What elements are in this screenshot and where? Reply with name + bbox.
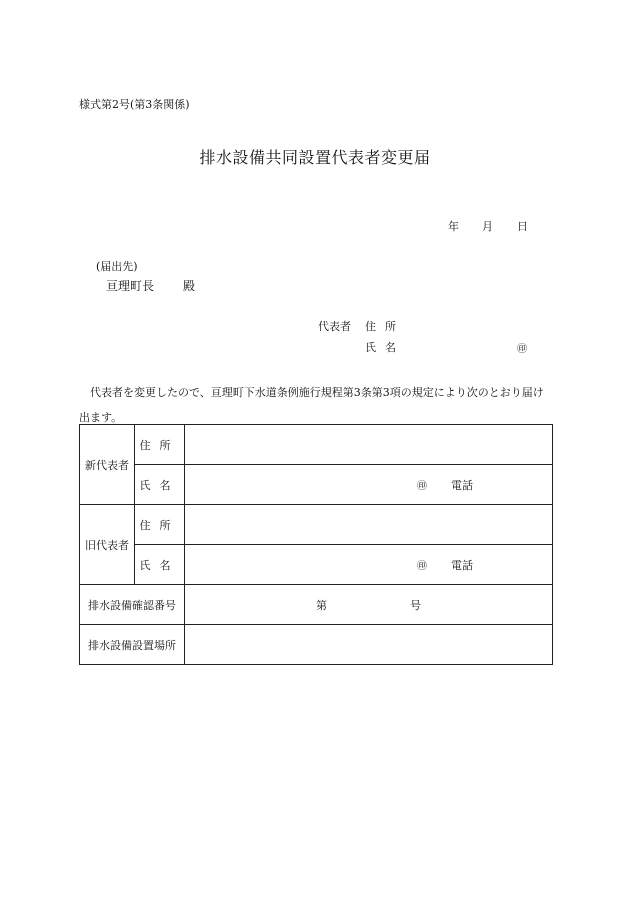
representative-name-label: 氏名 xyxy=(365,341,405,354)
table-row xyxy=(80,545,553,585)
installation-location-label: 排水設備設置場所 xyxy=(80,625,185,665)
document-title: 排水設備共同設置代表者変更届 xyxy=(199,148,431,167)
table-row xyxy=(80,425,553,465)
addressee-suffix: 殿 xyxy=(183,279,196,293)
old-rep-address-label: 住所 xyxy=(135,505,185,545)
new-rep-name-field[interactable] xyxy=(185,465,553,505)
confirmation-prefix: 第 xyxy=(316,599,327,612)
addressee-label: (届出先) xyxy=(96,260,138,273)
representative-address-label: 住所 xyxy=(365,320,405,333)
new-rep-address-field[interactable] xyxy=(185,425,553,465)
addressee-name: 亘理町長 xyxy=(106,279,155,293)
old-rep-phone-label: 電話 xyxy=(451,559,473,572)
new-rep-phone-label: 電話 xyxy=(451,479,473,492)
old-rep-address-field[interactable] xyxy=(185,505,553,545)
new-rep-label: 新代表者 xyxy=(80,425,135,505)
old-rep-label: 旧代表者 xyxy=(80,505,135,585)
body-text: 代表者を変更したので、亘理町下水道条例施行規程第3条第3項の規定により次のとおり届け出ます。 xyxy=(79,386,544,424)
confirmation-suffix: 号 xyxy=(410,599,421,612)
new-rep-seal-mark: ㊞ xyxy=(417,481,427,492)
table-row xyxy=(80,465,553,505)
table-row xyxy=(80,505,553,545)
date-year-label: 年 xyxy=(448,220,459,233)
new-rep-name-label: 氏名 xyxy=(135,465,185,505)
confirmation-number-field[interactable] xyxy=(185,585,553,625)
old-rep-name-label: 氏名 xyxy=(135,545,185,585)
new-rep-address-label: 住所 xyxy=(135,425,185,465)
date-day-label: 日 xyxy=(517,220,528,233)
old-rep-seal-mark: ㊞ xyxy=(417,561,427,572)
date-month-label: 月 xyxy=(482,220,493,233)
table-row xyxy=(80,585,553,625)
installation-location-field[interactable] xyxy=(185,625,553,665)
table-row xyxy=(80,625,553,665)
notification-table xyxy=(79,424,553,665)
form-number: 様式第2号(第3条関係) xyxy=(79,98,190,111)
confirmation-number-label: 排水設備確認番号 xyxy=(80,585,185,625)
representative-label: 代表者 xyxy=(318,320,351,333)
representative-seal-mark: ㊞ xyxy=(517,344,527,355)
old-rep-name-field[interactable] xyxy=(185,545,553,585)
